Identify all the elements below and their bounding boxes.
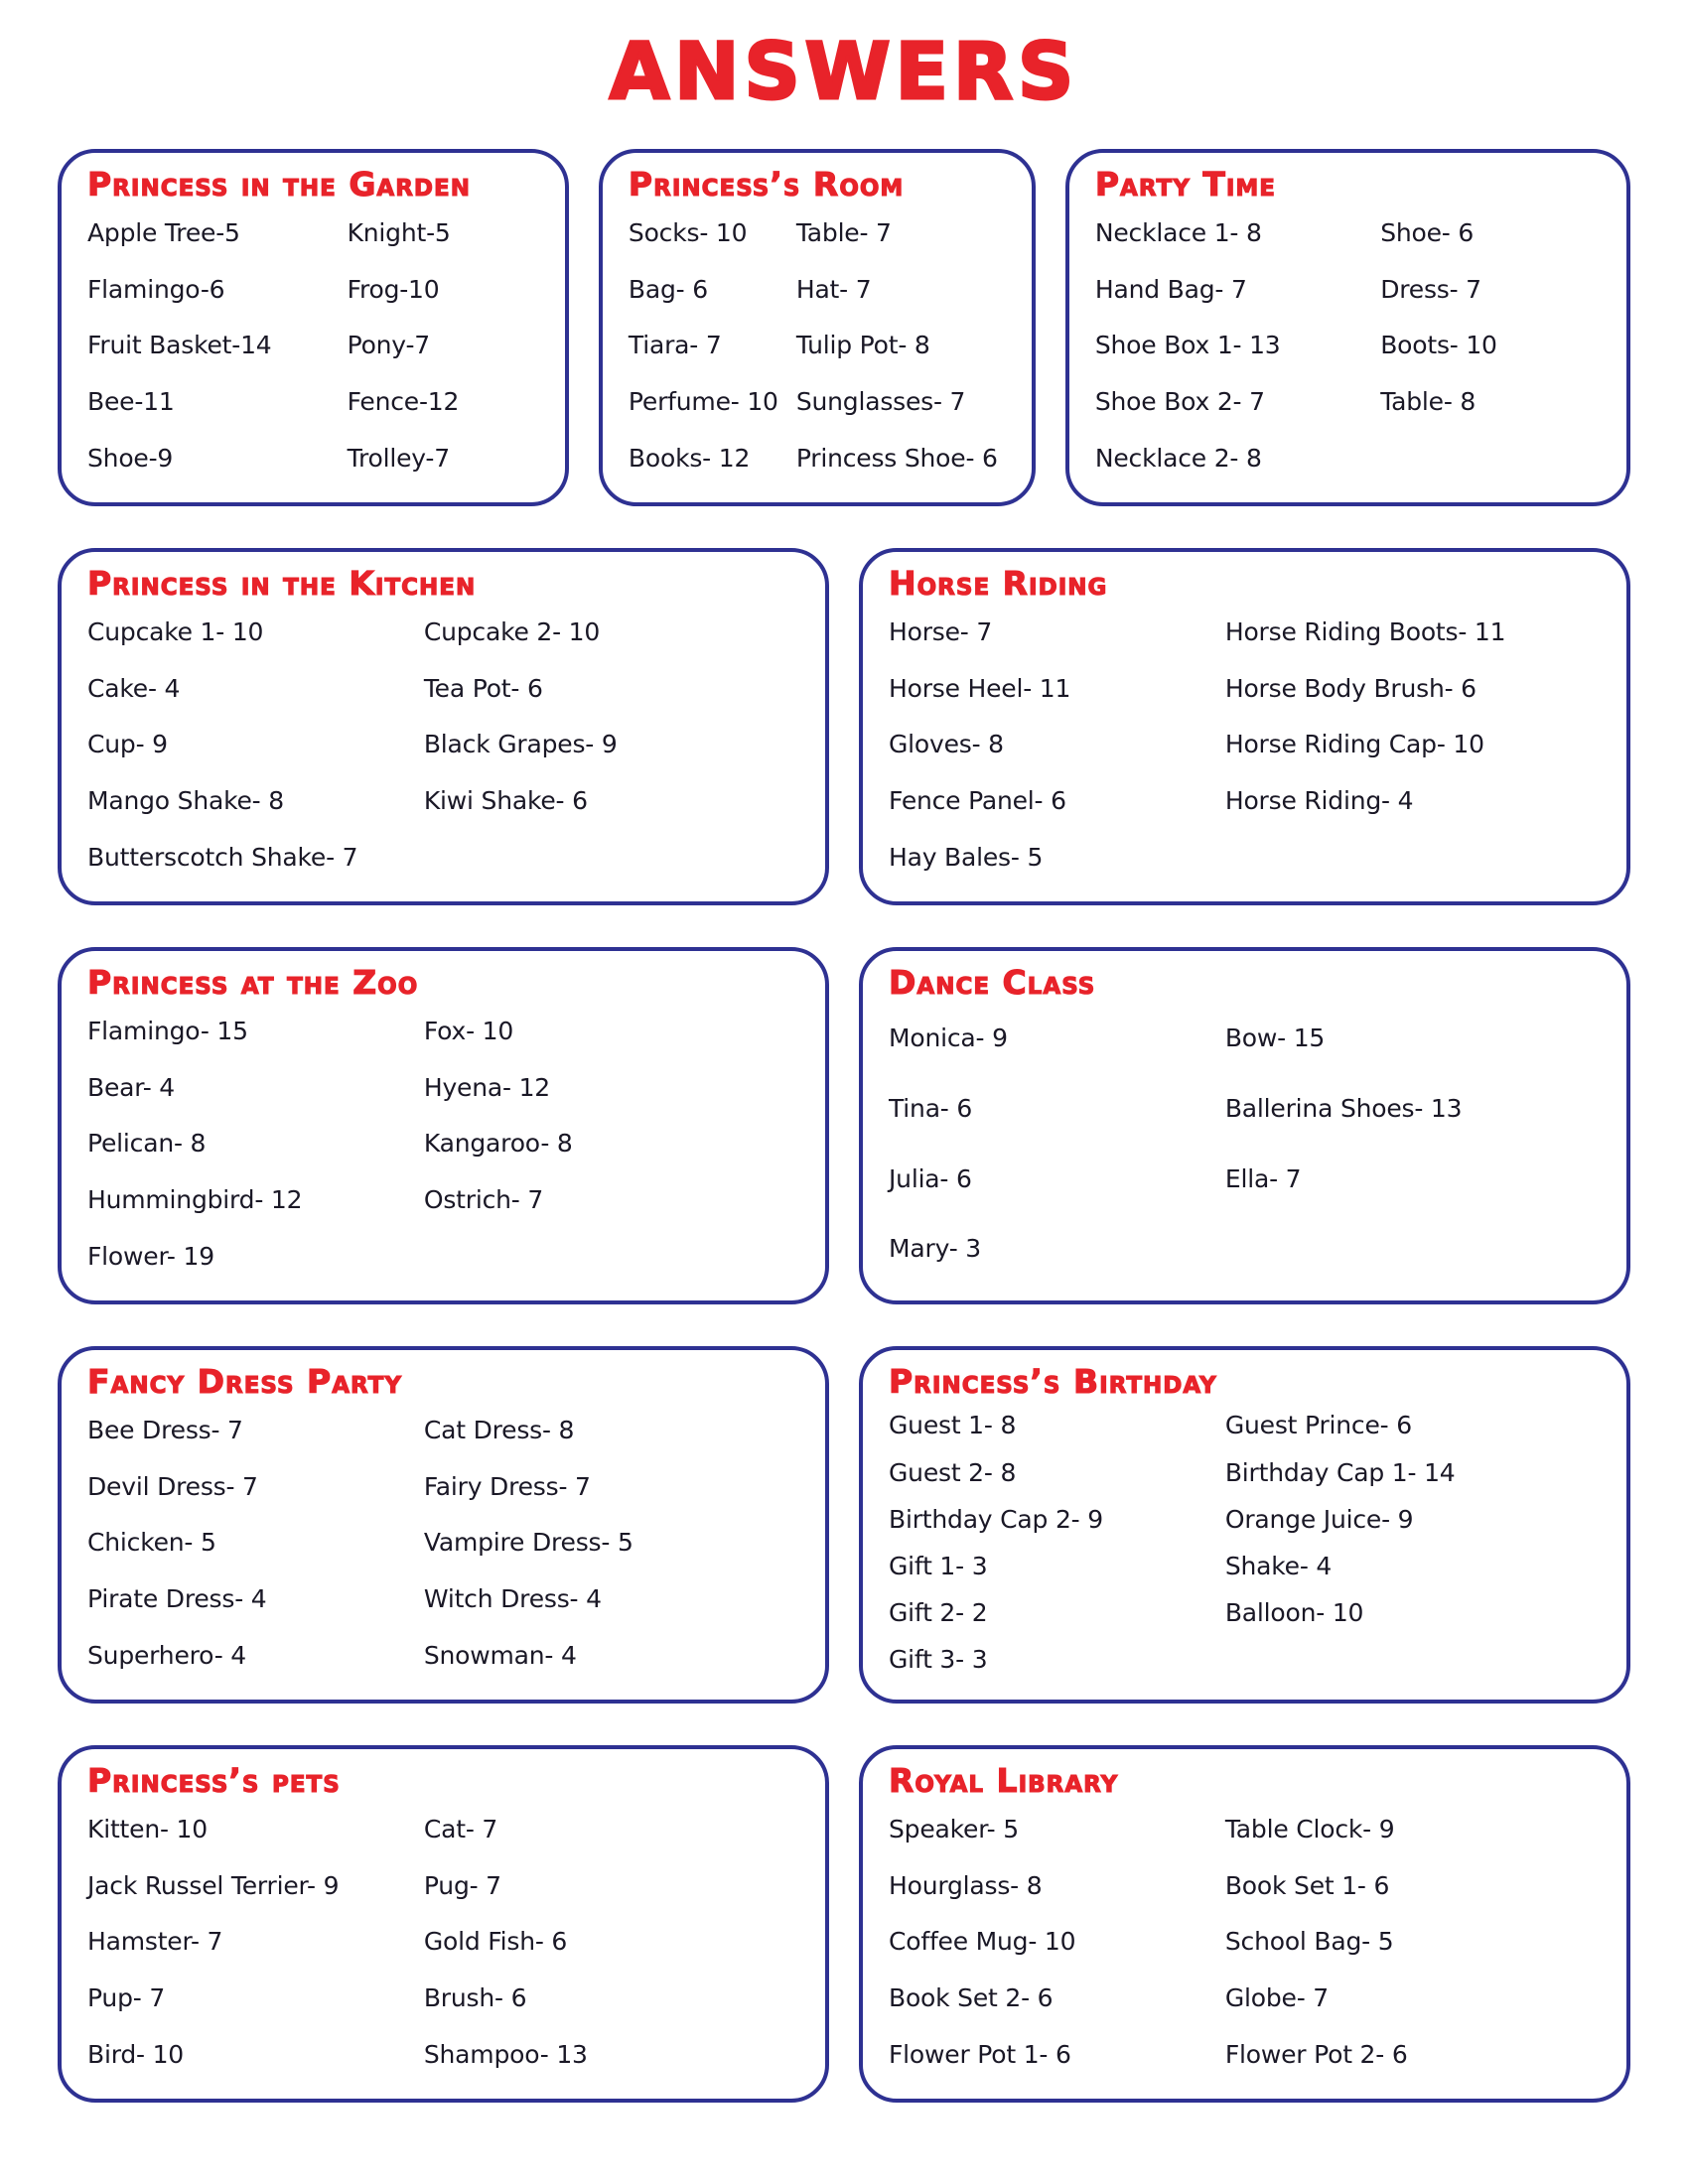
answer-item: Kitten- 10	[87, 1815, 208, 1844]
answer-item: Birthday Cap 1- 14	[1224, 1457, 1456, 1487]
section-royal-library	[859, 1745, 1630, 2103]
section-princess-s-birthday	[859, 1346, 1630, 1704]
answer-item: Fence-12	[347, 386, 460, 416]
answer-item: Jack Russel Terrier- 9	[87, 1870, 340, 1900]
answer-item: Snowman- 4	[423, 1640, 577, 1670]
answer-item: Mango Shake- 8	[87, 785, 284, 815]
section-item-grid	[889, 1403, 1605, 1684]
section-title: Princess in the Kitchen	[87, 564, 477, 603]
answer-item: Guest 1- 8	[889, 1411, 1017, 1440]
section-fancy-dress-party	[58, 1346, 829, 1704]
answer-item: Perfume- 10	[628, 386, 778, 416]
section-title: Princess in the Garden	[87, 165, 471, 204]
answer-item: Butterscotch Shake- 7	[87, 842, 358, 872]
answer-item: Sunglasses- 7	[795, 386, 966, 416]
answer-item: Hyena- 12	[423, 1072, 550, 1102]
answer-item: Cake- 4	[87, 673, 181, 703]
section-title: Royal Library	[889, 1761, 1119, 1800]
section-title: Fancy Dress Party	[87, 1362, 403, 1401]
answer-item: Hat- 7	[795, 274, 872, 304]
answer-item: Shoe- 6	[1380, 218, 1475, 248]
sections-container	[58, 149, 1630, 2103]
section-princess-s-pets	[58, 1745, 829, 2103]
answer-item: Cat- 7	[423, 1815, 498, 1844]
answer-item: Trolley-7	[347, 443, 450, 473]
answer-item: Monica- 9	[889, 1024, 1008, 1053]
answer-item: Tulip Pot- 8	[795, 331, 930, 360]
answer-item: Horse- 7	[889, 617, 993, 647]
section-item-grid	[87, 1802, 803, 2083]
answer-item: Book Set 2- 6	[889, 1982, 1054, 2012]
answer-item: Book Set 1- 6	[1224, 1870, 1390, 1900]
answer-item: Ella- 7	[1224, 1163, 1302, 1193]
answer-item: Birthday Cap 2- 9	[889, 1504, 1103, 1534]
answer-item: Bee-11	[87, 386, 175, 416]
answer-item: Fruit Basket-14	[87, 331, 272, 360]
answer-item: Pug- 7	[423, 1870, 501, 1900]
answer-item: Guest 2- 8	[889, 1457, 1017, 1487]
section-princess-in-the-garden	[58, 149, 569, 506]
answer-item: Hummingbird- 12	[87, 1184, 303, 1214]
section-item-grid	[889, 1004, 1605, 1285]
answer-item: Bird- 10	[87, 2039, 184, 2069]
sections-row	[58, 1745, 1630, 2103]
answer-item: Tiara- 7	[628, 331, 722, 360]
answer-item: Flamingo- 15	[87, 1017, 248, 1046]
answer-item: Ballerina Shoes- 13	[1224, 1093, 1463, 1123]
answer-item: Tina- 6	[889, 1093, 973, 1123]
answer-item: Shake- 4	[1224, 1551, 1333, 1580]
answer-item: School Bag- 5	[1224, 1927, 1394, 1957]
section-princess-in-the-kitchen	[58, 548, 829, 905]
answer-item: Gold Fish- 6	[423, 1927, 568, 1957]
page-title: ANSWERS	[609, 28, 1079, 117]
answer-item: Cup- 9	[87, 730, 168, 759]
answer-item: Guest Prince- 6	[1224, 1411, 1412, 1440]
answer-item: Witch Dress- 4	[423, 1583, 602, 1613]
section-horse-riding	[859, 548, 1630, 905]
answer-item: Horse Body Brush- 6	[1224, 673, 1477, 703]
answer-item: Tea Pot- 6	[423, 673, 543, 703]
answer-item: Black Grapes- 9	[423, 730, 618, 759]
section-title: Party Time	[1094, 165, 1277, 204]
section-title: Princess’s pets	[87, 1761, 341, 1800]
answer-item: Bee Dress- 7	[87, 1416, 243, 1445]
answer-item: Gift 3- 3	[889, 1645, 988, 1675]
answer-item: Fox- 10	[423, 1017, 514, 1046]
answer-item: Horse Heel- 11	[889, 673, 1071, 703]
answer-item: Kangaroo- 8	[423, 1129, 573, 1159]
answer-item: Superhero- 4	[87, 1640, 246, 1670]
answer-item: Table- 8	[1380, 386, 1477, 416]
answer-item: Necklace 2- 8	[1094, 443, 1262, 473]
answer-item: Necklace 1- 8	[1094, 218, 1262, 248]
answer-item: Speaker- 5	[889, 1815, 1019, 1844]
answer-item: Socks- 10	[628, 218, 748, 248]
answer-item: Hand Bag- 7	[1094, 274, 1247, 304]
answer-item: Kiwi Shake- 6	[423, 785, 588, 815]
sections-row	[58, 548, 1630, 905]
answer-item: Flamingo-6	[87, 274, 225, 304]
answer-item: Gift 1- 3	[889, 1551, 988, 1580]
answer-item: Mary- 3	[889, 1234, 981, 1264]
answer-item: Shoe Box 2- 7	[1094, 386, 1265, 416]
section-title: Princess’s Room	[628, 165, 905, 204]
section-item-grid	[87, 205, 543, 486]
section-title: Princess at the Zoo	[87, 963, 419, 1002]
answer-item: Apple Tree-5	[87, 218, 240, 248]
section-item-grid	[889, 605, 1605, 886]
section-dance-class	[859, 947, 1630, 1304]
answer-item: Brush- 6	[423, 1982, 527, 2012]
sections-row	[58, 1346, 1630, 1704]
answer-item: Bag- 6	[628, 274, 708, 304]
section-item-grid	[1095, 205, 1605, 486]
answer-item: Cupcake 2- 10	[423, 617, 601, 647]
answer-item: Cupcake 1- 10	[87, 617, 264, 647]
answer-item: Frog-10	[347, 274, 440, 304]
answer-item: Pup- 7	[87, 1982, 166, 2012]
answer-item: Knight-5	[347, 218, 451, 248]
answer-item: Chicken- 5	[87, 1528, 216, 1558]
answer-item: Coffee Mug- 10	[889, 1927, 1076, 1957]
section-item-grid	[889, 1802, 1605, 2083]
answer-item: Gloves- 8	[889, 730, 1004, 759]
section-princess-s-room	[599, 149, 1036, 506]
answer-item: Hourglass- 8	[889, 1870, 1043, 1900]
answer-item: Shoe-9	[87, 443, 174, 473]
answer-item: Shampoo- 13	[423, 2039, 588, 2069]
sections-row	[58, 149, 1630, 506]
section-item-grid	[87, 1004, 803, 1285]
answer-item: Cat Dress- 8	[423, 1416, 575, 1445]
answer-item: Pirate Dress- 4	[87, 1583, 267, 1613]
answer-item: Globe- 7	[1224, 1982, 1329, 2012]
answer-item: Fairy Dress- 7	[423, 1471, 591, 1501]
sections-row	[58, 947, 1630, 1304]
answer-item: Table Clock- 9	[1224, 1815, 1395, 1844]
answer-item: Flower Pot 1- 6	[889, 2039, 1071, 2069]
answer-item: Vampire Dress- 5	[423, 1528, 633, 1558]
section-item-grid	[87, 605, 803, 886]
section-item-grid	[629, 205, 1010, 486]
section-item-grid	[87, 1403, 803, 1684]
answer-item: Horse Riding- 4	[1224, 785, 1414, 815]
answer-item: Julia- 6	[889, 1163, 972, 1193]
answer-item: Balloon- 10	[1224, 1598, 1364, 1628]
answer-item: Dress- 7	[1380, 274, 1481, 304]
answer-item: Horse Riding Boots- 11	[1224, 617, 1506, 647]
answer-item: Flower Pot 2- 6	[1224, 2039, 1408, 2069]
section-title: Princess’s Birthday	[889, 1362, 1217, 1401]
answer-item: Devil Dress- 7	[87, 1471, 258, 1501]
answer-item: Hamster- 7	[87, 1927, 223, 1957]
answer-item: Bow- 15	[1224, 1024, 1326, 1053]
answer-item: Hay Bales- 5	[889, 842, 1044, 872]
section-party-time	[1065, 149, 1630, 506]
answer-item: Fence Panel- 6	[889, 785, 1066, 815]
answer-item: Table- 7	[795, 218, 892, 248]
section-title: Horse Riding	[889, 564, 1108, 603]
answer-item: Pelican- 8	[87, 1129, 207, 1159]
answer-item: Horse Riding Cap- 10	[1224, 730, 1484, 759]
answer-item: Shoe Box 1- 13	[1094, 331, 1281, 360]
answer-item: Bear- 4	[87, 1072, 176, 1102]
section-princess-at-the-zoo	[58, 947, 829, 1304]
section-title: Dance Class	[889, 963, 1096, 1002]
answer-item: Boots- 10	[1380, 331, 1497, 360]
answer-item: Orange Juice- 9	[1224, 1504, 1414, 1534]
answer-item: Ostrich- 7	[423, 1184, 544, 1214]
answer-item: Flower- 19	[87, 1241, 214, 1271]
answer-item: Gift 2- 2	[889, 1598, 988, 1628]
answer-item: Pony-7	[347, 331, 430, 360]
answer-item: Princess Shoe- 6	[795, 443, 998, 473]
answer-item: Books- 12	[628, 443, 751, 473]
